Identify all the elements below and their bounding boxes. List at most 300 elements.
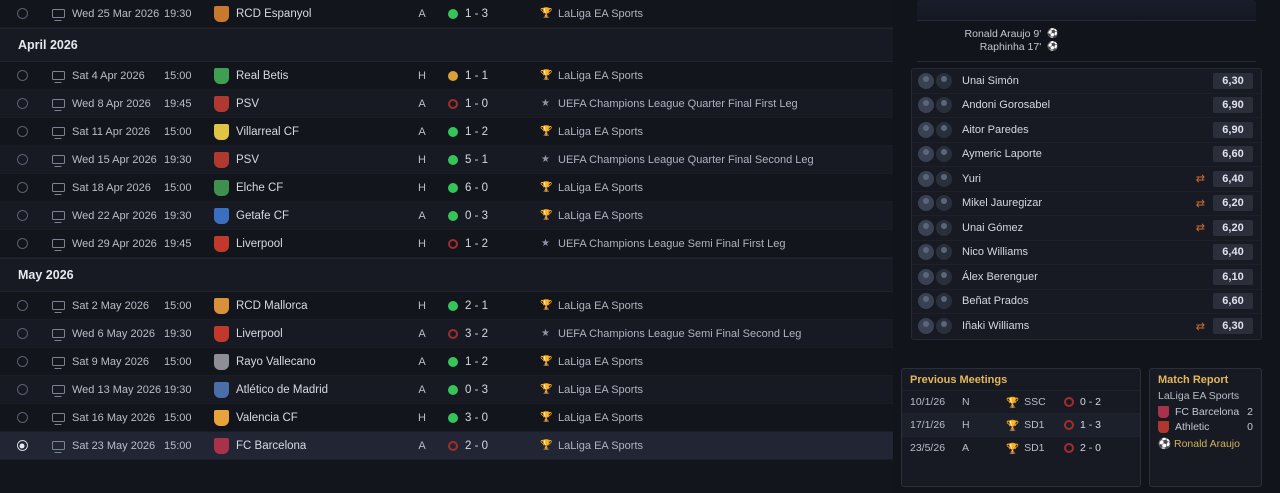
radio-icon[interactable] xyxy=(17,440,28,451)
ball-icon: ⚽ xyxy=(1158,438,1172,450)
competition-name: LaLiga EA Sports xyxy=(558,355,644,368)
score-cell xyxy=(448,384,540,396)
score-value: 1 - 1 xyxy=(465,69,489,82)
tv-broadcast-icon xyxy=(44,71,72,80)
score-cell xyxy=(448,8,540,20)
player-rating: 6,90 xyxy=(1213,122,1253,138)
trophy-icon: 🏆 xyxy=(540,126,553,137)
fixture-time: 19:45 xyxy=(164,97,192,110)
match-report-team-row xyxy=(1150,419,1261,434)
player-name[interactable]: Iñaki Williams xyxy=(962,320,1030,333)
opponent-cell[interactable] xyxy=(208,410,396,426)
player-name[interactable]: Andoni Gorosabel xyxy=(962,99,1051,112)
goal-scorer-line xyxy=(965,27,1209,40)
list-item[interactable] xyxy=(912,94,1261,119)
match-report-scorer xyxy=(1150,434,1261,450)
player-rating: 6,40 xyxy=(1213,171,1253,187)
meeting-date: 17/1/26 xyxy=(910,419,946,431)
club-crest-icon xyxy=(214,6,229,22)
club-crest-icon xyxy=(214,326,229,342)
fixture-select-radio[interactable] xyxy=(0,300,44,311)
tv-broadcast-icon xyxy=(44,183,72,192)
fixture-time: 19:30 xyxy=(164,383,192,396)
club-crest-icon xyxy=(1158,421,1169,433)
competition-cell xyxy=(540,440,893,452)
player-rating: 6,40 xyxy=(1213,244,1253,260)
fixture-select-radio[interactable] xyxy=(0,98,44,109)
opponent-name: Liverpool xyxy=(236,327,283,340)
team-name: Athletic xyxy=(1175,420,1210,433)
player-name[interactable]: Aitor Paredes xyxy=(962,123,1029,136)
home-away: A xyxy=(418,97,426,110)
table-row[interactable] xyxy=(0,320,893,348)
fixture-time: 19:30 xyxy=(164,209,192,222)
score-value: 0 - 3 xyxy=(465,383,489,396)
result-indicator-icon xyxy=(448,385,458,395)
score-value: 5 - 1 xyxy=(465,153,489,166)
competition-cell xyxy=(540,238,893,250)
score-cell xyxy=(448,238,540,250)
list-item[interactable] xyxy=(912,314,1261,339)
score-value: 2 - 0 xyxy=(465,439,489,452)
result-indicator-icon xyxy=(1064,420,1074,430)
meeting-competition: 🏆 SD1 xyxy=(1006,419,1045,432)
table-row[interactable] xyxy=(0,90,893,118)
meeting-competition: 🏆 SD1 xyxy=(1006,442,1045,455)
fixture-select-radio[interactable] xyxy=(0,328,44,339)
fixture-select-radio[interactable] xyxy=(0,356,44,367)
trophy-icon: 🏆 xyxy=(540,182,553,193)
fixture-time: 15:00 xyxy=(164,355,192,368)
result-indicator-icon xyxy=(448,99,458,109)
fixture-date: Sat 18 Apr 2026 xyxy=(72,181,151,194)
table-row[interactable] xyxy=(0,404,893,432)
meeting-result xyxy=(1064,396,1101,408)
substitution-icon: ⇄ xyxy=(1195,173,1205,186)
tv-broadcast-icon xyxy=(44,99,72,108)
home-away: A xyxy=(418,355,426,368)
competition-name: LaLiga EA Sports xyxy=(558,439,644,452)
player-rating: 6,60 xyxy=(1213,293,1253,309)
player-ratings-list[interactable] xyxy=(911,68,1262,340)
trophy-icon: 🏆 xyxy=(540,412,553,423)
tv-broadcast-icon xyxy=(44,9,72,18)
fixture-select-radio[interactable] xyxy=(0,8,44,19)
meeting-result xyxy=(1064,419,1101,431)
goal-scorer-line xyxy=(965,40,1209,53)
score-value: 3 - 0 xyxy=(465,411,489,424)
match-detail-panel xyxy=(893,0,1280,493)
list-item[interactable] xyxy=(912,265,1261,290)
opponent-cell[interactable] xyxy=(208,354,396,370)
fixture-time: 15:00 xyxy=(164,69,192,82)
club-crest-icon xyxy=(214,152,229,168)
trophy-icon: 🏆 xyxy=(540,384,553,395)
player-rating: 6,20 xyxy=(1213,195,1253,211)
competition-name: LaLiga EA Sports xyxy=(558,125,644,138)
player-rating: 6,30 xyxy=(1213,73,1253,89)
competition-name: LaLiga EA Sports xyxy=(558,299,644,312)
table-row[interactable] xyxy=(0,376,893,404)
bottom-panels xyxy=(893,368,1280,493)
trophy-icon: 🏆 xyxy=(540,8,553,19)
substitution-icon: ⇄ xyxy=(1195,197,1205,210)
player-name[interactable]: Mikel Jauregizar xyxy=(962,197,1043,210)
meeting-score: 0 - 2 xyxy=(1080,396,1102,408)
table-row[interactable] xyxy=(0,62,893,90)
club-crest-icon xyxy=(214,354,229,370)
opponent-name: Valencia CF xyxy=(236,411,298,424)
trophy-icon: 🏆 xyxy=(540,70,553,81)
fixture-date: Wed 13 May 2026 xyxy=(72,383,162,396)
fixture-date: Wed 6 May 2026 xyxy=(72,327,155,340)
radio-icon[interactable] xyxy=(17,154,28,165)
opponent-name: Rayo Vallecano xyxy=(236,355,316,368)
result-indicator-icon xyxy=(448,9,458,19)
score-value: 1 - 0 xyxy=(465,97,489,110)
trophy-icon: 🏆 xyxy=(540,356,553,367)
radio-icon[interactable] xyxy=(17,126,28,137)
score-value: 1 - 2 xyxy=(465,125,489,138)
avatar xyxy=(918,220,962,236)
score-value: 2 - 1 xyxy=(465,299,489,312)
tv-broadcast-icon xyxy=(44,441,72,450)
home-away: H xyxy=(418,299,426,312)
avatar xyxy=(918,171,962,187)
club-crest-icon xyxy=(214,208,229,224)
trophy-icon: 🏆 xyxy=(540,300,553,311)
competition-name: LaLiga EA Sports xyxy=(558,411,644,424)
month-header: May 2026 xyxy=(0,258,893,292)
fixture-select-radio[interactable] xyxy=(0,126,44,137)
champions-league-icon: ★ xyxy=(541,154,550,165)
avatar xyxy=(918,97,962,113)
fixture-select-radio[interactable] xyxy=(0,412,44,423)
competition-cell xyxy=(540,384,893,396)
result-indicator-icon xyxy=(448,413,458,423)
radio-icon[interactable] xyxy=(17,8,28,19)
fixture-date: Sat 9 May 2026 xyxy=(72,355,150,368)
competition-cell xyxy=(540,182,893,194)
fixture-time: 19:30 xyxy=(164,153,192,166)
opponent-cell[interactable] xyxy=(208,382,396,398)
table-row[interactable] xyxy=(0,174,893,202)
avatar xyxy=(918,122,962,138)
score-value: 1 - 2 xyxy=(465,237,489,250)
score-cell xyxy=(448,300,540,312)
match-report-title: Match Report xyxy=(1158,374,1229,386)
radio-icon[interactable] xyxy=(17,328,28,339)
fixture-date: Wed 22 Apr 2026 xyxy=(72,209,157,222)
meeting-home-away: H xyxy=(962,419,970,431)
previous-meetings-title: Previous Meetings xyxy=(910,374,1008,386)
competition-cell xyxy=(540,356,893,368)
home-away: H xyxy=(418,181,426,194)
radio-icon[interactable] xyxy=(17,98,28,109)
home-away: H xyxy=(418,69,426,82)
radio-icon[interactable] xyxy=(17,182,28,193)
home-away: A xyxy=(418,125,426,138)
competition-cell xyxy=(540,210,893,222)
list-item[interactable] xyxy=(912,118,1261,143)
fixture-select-radio[interactable] xyxy=(0,154,44,165)
trophy-icon: 🏆 xyxy=(1006,396,1020,409)
match-report-competition: LaLiga EA Sports xyxy=(1158,390,1240,402)
champions-league-icon: ★ xyxy=(541,98,550,109)
club-crest-icon xyxy=(214,180,229,196)
score-cell xyxy=(448,70,540,82)
meeting-score: 2 - 0 xyxy=(1080,442,1102,454)
radio-icon[interactable] xyxy=(17,238,28,249)
fixture-time: 15:00 xyxy=(164,181,192,194)
score-cell xyxy=(448,210,540,222)
fixture-select-radio[interactable] xyxy=(0,182,44,193)
radio-icon[interactable] xyxy=(17,210,28,221)
fixture-time: 15:00 xyxy=(164,299,192,312)
table-row[interactable] xyxy=(0,146,893,174)
goal-scorer-name: Raphinha 17' xyxy=(979,40,1042,53)
avatar xyxy=(918,146,962,162)
table-row[interactable] xyxy=(0,348,893,376)
fixture-time: 19:30 xyxy=(164,327,192,340)
player-rating: 6,90 xyxy=(1213,97,1253,113)
table-row[interactable] xyxy=(0,0,893,28)
fixture-select-radio[interactable] xyxy=(0,238,44,249)
competition-name: UEFA Champions League Semi Final Second Leg xyxy=(558,327,802,340)
list-item[interactable] xyxy=(912,290,1261,315)
opponent-name: Liverpool xyxy=(236,237,283,250)
fixture-select-radio[interactable] xyxy=(0,210,44,221)
competition-name: UEFA Champions League Quarter Final Second Leg xyxy=(558,153,814,166)
score-cell xyxy=(448,440,540,452)
tv-broadcast-icon xyxy=(44,211,72,220)
player-name[interactable]: Aymeric Laporte xyxy=(962,148,1042,161)
fixture-time: 15:00 xyxy=(164,439,192,452)
fixture-date: Wed 8 Apr 2026 xyxy=(72,97,151,110)
result-indicator-icon xyxy=(1064,443,1074,453)
opponent-name: Elche CF xyxy=(236,181,284,194)
month-header: April 2026 xyxy=(0,28,893,62)
fixture-select-radio[interactable] xyxy=(0,440,44,451)
opponent-cell[interactable] xyxy=(208,124,396,140)
score-value: 6 - 0 xyxy=(465,181,489,194)
result-indicator-icon xyxy=(448,155,458,165)
opponent-cell[interactable] xyxy=(208,68,396,84)
avatar xyxy=(918,293,962,309)
champions-league-icon: ★ xyxy=(541,238,550,249)
list-item[interactable] xyxy=(912,192,1261,217)
table-row[interactable] xyxy=(0,202,893,230)
opponent-name: Real Betis xyxy=(236,69,289,82)
competition-cell xyxy=(540,412,893,424)
fixture-date: Wed 15 Apr 2026 xyxy=(72,153,157,166)
competition-name: LaLiga EA Sports xyxy=(558,69,644,82)
table-row[interactable] xyxy=(902,390,1140,413)
radio-icon[interactable] xyxy=(17,356,28,367)
ball-icon: ⚽ xyxy=(1047,28,1059,38)
result-indicator-icon xyxy=(448,301,458,311)
tv-broadcast-icon xyxy=(44,413,72,422)
competition-name: LaLiga EA Sports xyxy=(558,7,644,20)
competition-name: UEFA Champions League Semi Final First Leg xyxy=(558,237,786,250)
meeting-score: 1 - 3 xyxy=(1080,419,1102,431)
player-name[interactable]: Beñat Prados xyxy=(962,295,1029,308)
match-report-scorer-name: Ronald Araujo xyxy=(1174,438,1240,450)
table-row[interactable] xyxy=(0,230,893,258)
player-name[interactable]: Álex Berenguer xyxy=(962,270,1038,283)
club-crest-icon xyxy=(214,382,229,398)
meeting-home-away: A xyxy=(962,442,970,454)
meeting-home-away: N xyxy=(962,396,970,408)
score-value: 3 - 2 xyxy=(465,327,489,340)
list-item[interactable] xyxy=(912,167,1261,192)
team-score: 0 xyxy=(1247,420,1253,433)
opponent-cell[interactable] xyxy=(208,298,396,314)
list-item[interactable] xyxy=(912,241,1261,266)
opponent-cell[interactable] xyxy=(208,180,396,196)
tv-broadcast-icon xyxy=(44,357,72,366)
opponent-cell[interactable] xyxy=(208,438,396,454)
competition-cell xyxy=(540,328,893,340)
player-rating: 6,60 xyxy=(1213,146,1253,162)
meeting-date: 10/1/26 xyxy=(910,396,946,408)
tv-broadcast-icon xyxy=(44,301,72,310)
club-crest-icon xyxy=(214,236,229,252)
score-cell xyxy=(448,328,540,340)
fixture-time: 15:00 xyxy=(164,125,192,138)
match-header-strip xyxy=(917,0,1256,20)
club-crest-icon xyxy=(214,438,229,454)
radio-icon[interactable] xyxy=(17,70,28,81)
list-item[interactable] xyxy=(912,143,1261,168)
fixture-date: Wed 25 Mar 2026 xyxy=(72,7,160,20)
competition-cell xyxy=(540,70,893,82)
result-indicator-icon xyxy=(448,211,458,221)
opponent-cell[interactable] xyxy=(208,236,396,252)
list-item[interactable] xyxy=(912,216,1261,241)
fixture-date: Wed 29 Apr 2026 xyxy=(72,237,157,250)
fixture-select-radio[interactable] xyxy=(0,70,44,81)
avatar xyxy=(918,73,962,89)
score-cell xyxy=(448,356,540,368)
opponent-name: RCD Mallorca xyxy=(236,299,308,312)
avatar xyxy=(918,318,962,334)
home-away: A xyxy=(418,439,426,452)
list-item[interactable] xyxy=(912,69,1261,94)
club-crest-icon xyxy=(1158,406,1169,418)
fixture-time: 19:30 xyxy=(164,7,192,20)
home-away: A xyxy=(418,327,426,340)
table-row[interactable] xyxy=(0,432,893,460)
score-cell xyxy=(448,126,540,138)
opponent-cell[interactable] xyxy=(208,152,396,168)
opponent-cell[interactable] xyxy=(208,96,396,112)
opponent-name: Villarreal CF xyxy=(236,125,300,138)
score-cell xyxy=(448,98,540,110)
player-name[interactable]: Unai Gómez xyxy=(962,221,1024,234)
opponent-name: Getafe CF xyxy=(236,209,290,222)
home-away: H xyxy=(418,411,426,424)
competition-name: LaLiga EA Sports xyxy=(558,209,644,222)
opponent-cell[interactable] xyxy=(208,208,396,224)
team-name: FC Barcelona xyxy=(1175,405,1240,418)
score-cell xyxy=(448,154,540,166)
fixture-date: Sat 11 Apr 2026 xyxy=(72,125,151,138)
meeting-date: 23/5/26 xyxy=(910,442,946,454)
player-name[interactable]: Yuri xyxy=(962,172,981,185)
opponent-cell[interactable] xyxy=(208,6,396,22)
opponent-cell[interactable] xyxy=(208,326,396,342)
tv-broadcast-icon xyxy=(44,329,72,338)
previous-meetings-panel xyxy=(901,368,1141,487)
competition-name: LaLiga EA Sports xyxy=(558,383,644,396)
avatar xyxy=(918,269,962,285)
result-indicator-icon xyxy=(448,183,458,193)
competition-cell xyxy=(540,98,893,110)
opponent-name: FC Barcelona xyxy=(236,439,307,452)
competition-cell xyxy=(540,300,893,312)
score-value: 1 - 2 xyxy=(465,355,489,368)
player-name[interactable]: Unai Simón xyxy=(962,74,1019,87)
fixture-time: 19:45 xyxy=(164,237,192,250)
radio-icon[interactable] xyxy=(17,384,28,395)
result-indicator-icon xyxy=(1064,397,1074,407)
score-cell xyxy=(448,182,540,194)
result-indicator-icon xyxy=(448,441,458,451)
score-cell xyxy=(448,412,540,424)
club-crest-icon xyxy=(214,298,229,314)
meeting-competition: 🏆 SSC xyxy=(1006,396,1046,409)
avatar xyxy=(918,244,962,260)
fixture-time: 15:00 xyxy=(164,411,192,424)
meeting-result xyxy=(1064,442,1101,454)
table-row[interactable] xyxy=(0,118,893,146)
tv-broadcast-icon xyxy=(44,155,72,164)
radio-icon[interactable] xyxy=(17,300,28,311)
fixture-select-radio[interactable] xyxy=(0,384,44,395)
match-report-panel[interactable] xyxy=(1149,368,1262,487)
result-indicator-icon xyxy=(448,239,458,249)
player-rating: 6,20 xyxy=(1213,220,1253,236)
player-name[interactable]: Nico Williams xyxy=(962,246,1028,259)
goal-scorer-name: Ronald Araujo 9' xyxy=(964,27,1042,40)
competition-cell xyxy=(540,8,893,20)
home-away: A xyxy=(418,383,426,396)
table-row[interactable] xyxy=(0,292,893,320)
ball-icon: ⚽ xyxy=(1047,41,1059,51)
scorers-box xyxy=(917,20,1256,62)
competition-name: UEFA Champions League Quarter Final First Leg xyxy=(558,97,798,110)
trophy-icon: 🏆 xyxy=(540,440,553,451)
competition-name: LaLiga EA Sports xyxy=(558,181,644,194)
substitution-icon: ⇄ xyxy=(1195,320,1205,333)
score-value: 0 - 3 xyxy=(465,209,489,222)
result-indicator-icon xyxy=(448,127,458,137)
fixture-date: Sat 16 May 2026 xyxy=(72,411,156,424)
table-row[interactable] xyxy=(902,413,1140,436)
radio-icon[interactable] xyxy=(17,412,28,423)
club-crest-icon xyxy=(214,96,229,112)
home-away: A xyxy=(418,7,426,20)
tv-broadcast-icon xyxy=(44,239,72,248)
home-away: H xyxy=(418,153,426,166)
substitution-icon: ⇄ xyxy=(1195,222,1205,235)
trophy-icon: 🏆 xyxy=(1006,419,1020,432)
table-row[interactable] xyxy=(902,436,1140,459)
player-rating: 6,30 xyxy=(1213,318,1253,334)
club-crest-icon xyxy=(214,68,229,84)
opponent-name: RCD Espanyol xyxy=(236,7,312,20)
